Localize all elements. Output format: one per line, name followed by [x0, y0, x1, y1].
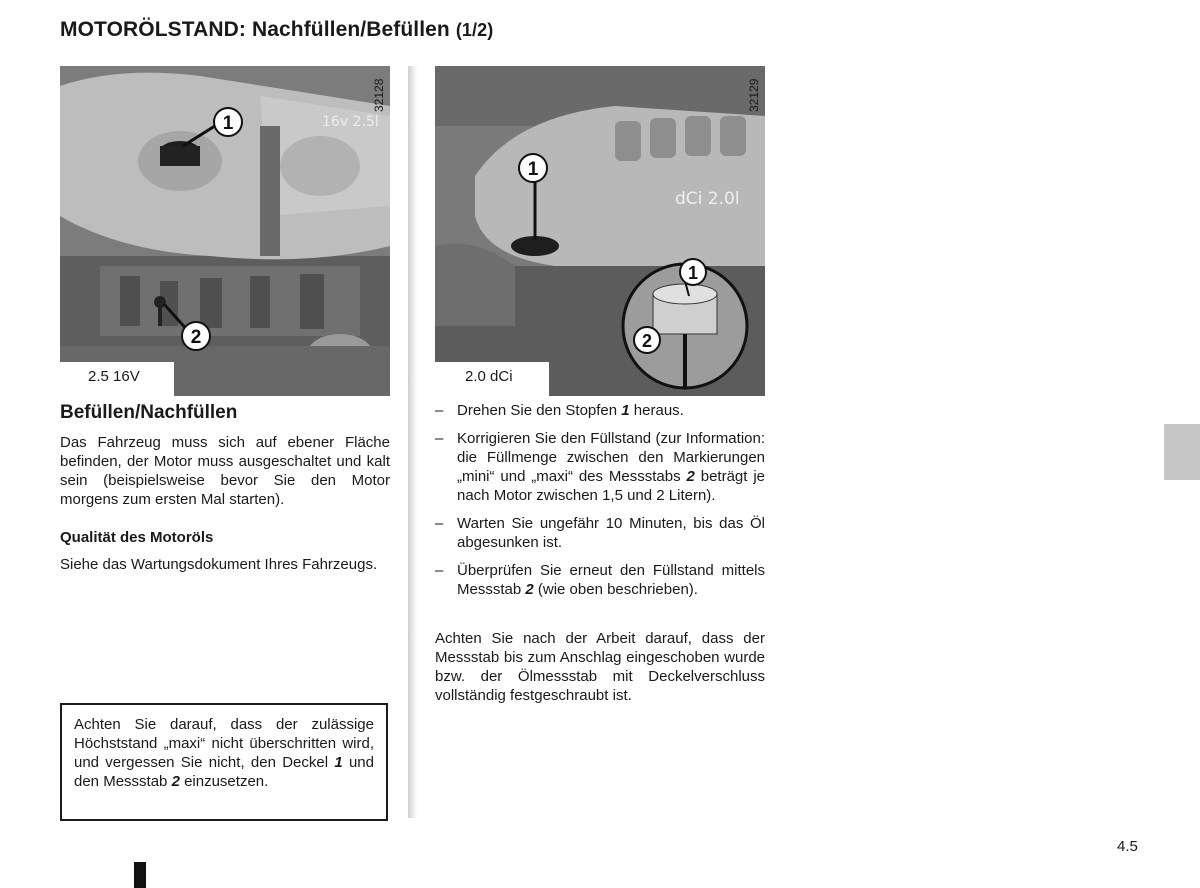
figure-caption-left — [60, 362, 174, 396]
note-ref-2: 2 — [171, 773, 180, 790]
list-item-text: Korrigieren Sie den Füllstand (zur Information: die Füllmenge zwischen den Markierungen „mini“ und „maxi“ des Messstabs — [457, 430, 765, 485]
closing-paragraph: Achten Sie nach der Arbeit darauf, dass der Messstab bis zum Anschlag eingeschoben wurde bzw. der Ölmessstab mit Deckelverschluss vollständig festgeschraubt ist. — [435, 630, 765, 704]
engine-label-left: 16v 2.5l — [322, 114, 379, 130]
callout-2-left: 2 — [190, 327, 202, 348]
note-text-3: einzusetzen. — [179, 773, 269, 790]
chapter-tab — [1164, 424, 1200, 480]
title-text: MOTORÖLSTAND: Nachfüllen/Befüllen — [60, 18, 450, 41]
caption-text-right: 2.0 dCi — [465, 368, 513, 385]
image-number-right: 32129 — [747, 78, 761, 112]
list-item-text-end: heraus. — [629, 402, 684, 419]
list-item: – Warten Sie ungefähr 10 Minuten, bis das Öl abgesunken ist. — [435, 515, 765, 551]
note-text-1: Achten Sie darauf, dass der zulässige Höchststand „maxi“ nicht überschritten wird, und vergessen Sie nicht, den Deckel — [74, 716, 374, 771]
list-item: – Drehen Sie den Stopfen 1 heraus. — [435, 402, 684, 419]
list-item-text-end: (wie oben beschrieben). — [533, 581, 698, 598]
list-item-text-end: beträgt je nach Motor zwischen 1,5 und 2 Litern). — [457, 468, 765, 504]
note-ref-1: 1 — [334, 754, 343, 771]
print-mark — [134, 862, 146, 888]
instruction-list — [435, 401, 765, 608]
caption-text-left: 2.5 16V — [88, 368, 140, 385]
list-item-text: Drehen Sie den Stopfen — [457, 402, 622, 419]
engine-photo-right — [435, 66, 765, 396]
figure-caption-right — [435, 362, 549, 396]
inset-callout-2: 2 — [641, 331, 653, 351]
list-item-ref: 2 — [525, 581, 534, 598]
intro-paragraph: Das Fahrzeug muss sich auf ebener Fläche befinden, der Motor muss ausgeschaltet und kalt sein (beispielsweise bevor Sie den Motor morgens zum ersten Mal starten). — [60, 434, 390, 508]
page-marker: (1/2) — [455, 20, 494, 40]
list-item: – Korrigieren Sie den Füllstand (zur Information: die Füllmenge zwischen den Markierungen „mini“ und „maxi“ des Messstabs 2 beträgt je nach Motor zwischen 1,5 und 2 Litern). — [435, 430, 765, 504]
image-number-left: 32128 — [372, 78, 386, 112]
list-item-ref: 1 — [621, 402, 630, 419]
engine-label-right: dCi 2.0l — [675, 189, 740, 209]
section-heading: Befüllen/Nachfüllen — [60, 402, 238, 423]
warning-note — [60, 703, 388, 821]
page-number: 4.5 — [1117, 838, 1138, 855]
engine-photo-left — [60, 66, 390, 396]
callout-1-right: 1 — [527, 159, 539, 180]
list-item-text: Warten Sie ungefähr 10 Minuten, bis das Öl abgesunken ist. — [457, 515, 765, 551]
quality-subheading: Qualität des Motoröls — [60, 529, 214, 546]
list-item-text: Überprüfen Sie erneut den Füllstand mittels Messstab — [457, 562, 765, 598]
list-item: – Überprüfen Sie erneut den Füllstand mittels Messstab 2 (wie oben beschrieben). — [435, 562, 765, 598]
page-title — [60, 18, 493, 42]
callout-1-left: 1 — [222, 113, 234, 134]
quality-paragraph: Siehe das Wartungsdokument Ihres Fahrzeugs. — [60, 556, 378, 573]
inset-callout-1: 1 — [687, 263, 699, 283]
list-item-ref: 2 — [686, 468, 695, 485]
note-text-2: und den Messstab — [74, 754, 374, 790]
column-divider — [408, 66, 418, 818]
